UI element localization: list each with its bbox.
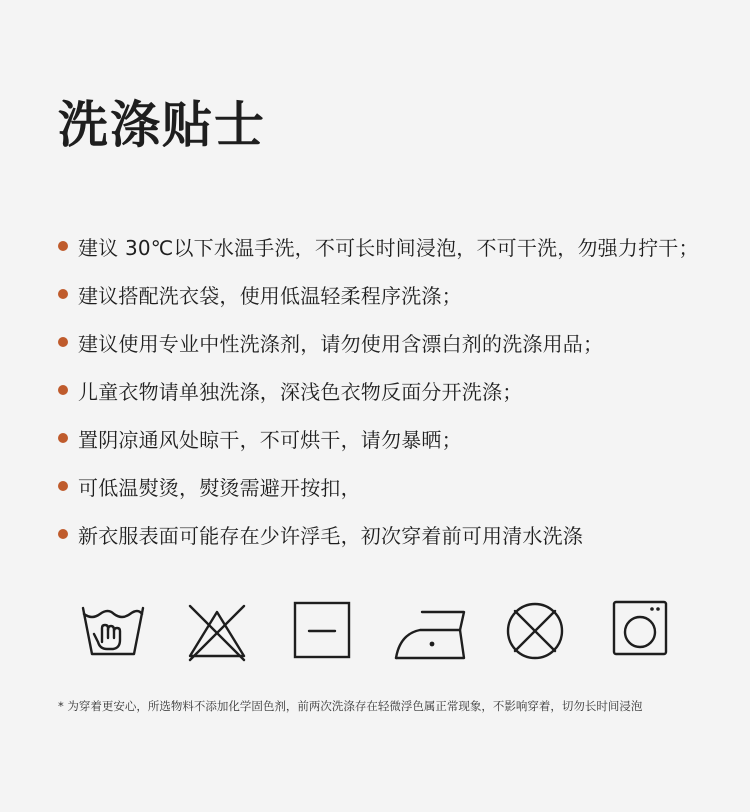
- bullet-dot: [58, 289, 68, 299]
- tip-text: 建议 30℃以下水温手洗，不可长时间浸泡，不可干洗，勿强力拧干；: [78, 235, 699, 260]
- bullet-dot: [58, 481, 68, 491]
- do-not-dry-clean-icon: [504, 600, 566, 662]
- page-title: 洗涤贴士: [58, 96, 266, 154]
- hand-wash-icon: [80, 600, 146, 662]
- bullet-dot: [58, 385, 68, 395]
- washing-tips-list: [58, 222, 699, 558]
- bullet-dot: [58, 529, 68, 539]
- care-icons-row: [80, 600, 670, 664]
- tip-item: [58, 366, 699, 414]
- iron-low-icon: [394, 600, 468, 662]
- line-dry-icon: [292, 600, 352, 660]
- tip-item: [58, 462, 699, 510]
- tip-text: 建议搭配洗衣袋，使用低温轻柔程序洗涤；: [78, 283, 462, 308]
- do-not-bleach-icon: [186, 600, 248, 662]
- tip-text: 可低温熨烫，熨烫需避开按扣，: [78, 475, 361, 500]
- tip-item: [58, 318, 699, 366]
- tip-text: 儿童衣物请单独洗涤，深浅色衣物反面分开洗涤；: [78, 379, 523, 404]
- tip-text: 新衣服表面可能存在少许浮毛，初次穿着前可用清水洗涤: [78, 523, 583, 548]
- bullet-dot: [58, 337, 68, 347]
- bullet-dot: [58, 433, 68, 443]
- tip-item: [58, 222, 699, 270]
- bullet-dot: [58, 241, 68, 251]
- tip-item: [58, 270, 699, 318]
- footnote: * 为穿着更安心，所选物料不添加化学固色剂，前两次洗涤存在轻微浮色属正常现象，不影响穿着，切勿长时间浸泡: [58, 699, 643, 713]
- tip-text: 建议使用专业中性洗涤剂，请勿使用含漂白剂的洗涤用品；: [78, 331, 604, 356]
- do-not-tumble-dry-icon: [612, 600, 668, 656]
- tip-item: [58, 510, 699, 558]
- tip-text: 置阴凉通风处晾干，不可烘干，请勿暴晒；: [78, 427, 462, 452]
- tip-item: [58, 414, 699, 462]
